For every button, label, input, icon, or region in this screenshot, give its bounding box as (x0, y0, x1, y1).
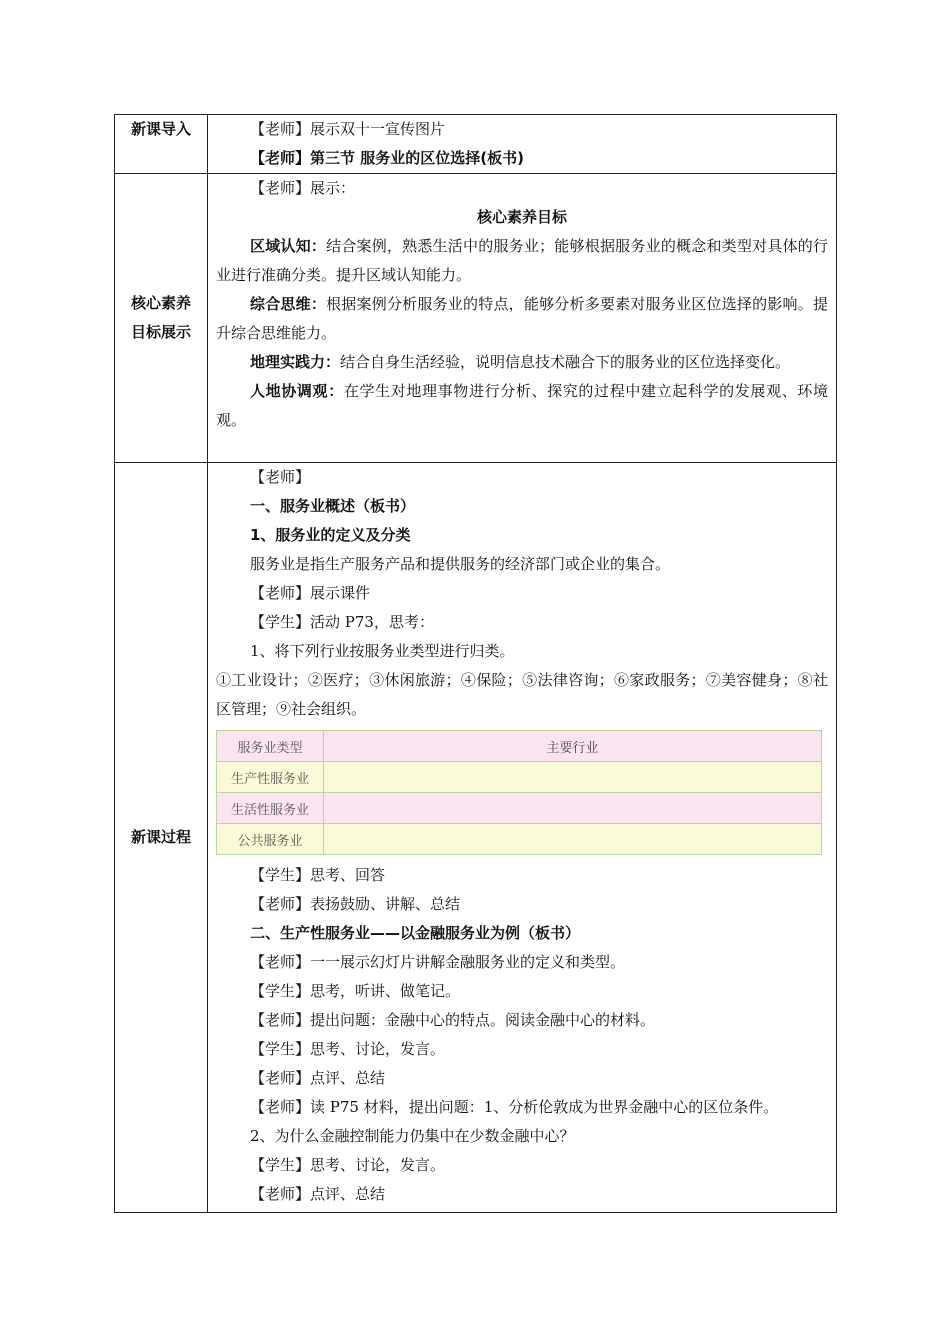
process-line: 【学生】思考、回答 (250, 866, 386, 884)
process-line: 【老师】点评、总结 (250, 1069, 386, 1087)
goals-content (208, 174, 837, 463)
process-line: 【学生】思考、讨论，发言。 (250, 1040, 446, 1058)
row-label (115, 174, 208, 463)
row-intro (115, 115, 837, 174)
service-table-row (217, 762, 822, 793)
service-type-cell: 生活性服务业 (217, 793, 324, 824)
goals-label-1: 核心素养 (130, 294, 191, 312)
header-cell: 服务业类型 (217, 731, 324, 762)
goals-label-2: 目标展示 (130, 323, 191, 341)
goals-heading: 核心素养目标 (476, 208, 567, 226)
header-cell: 主要行业 (324, 731, 822, 762)
service-table-header (217, 731, 822, 762)
goal-term: 地理实践力： (250, 353, 341, 371)
row-label (115, 115, 208, 174)
process-line: 【学生】活动 P73，思考： (250, 613, 434, 631)
goal-item (216, 377, 828, 435)
process-line: 【老师】表扬鼓励、讲解、总结 (250, 895, 461, 913)
row-label (115, 463, 208, 1213)
subsection-heading: 1、服务业的定义及分类 (250, 526, 411, 544)
process-label: 新课过程 (130, 828, 191, 846)
process-line: 1、将下列行业按服务业类型进行归类。 (250, 642, 515, 660)
goal-text: 根据案例分析服务业的特点，能够分析多要素对服务业区位选择的影响。提升综合思维能力。 (216, 295, 828, 342)
process-line: 【老师】 (250, 468, 311, 486)
intro-line-1: 【老师】展示双十一宣传图片 (250, 120, 446, 138)
goal-term: 人地协调观： (250, 382, 344, 400)
definition-text: 服务业是指生产服务产品和提供服务的经济部门或企业的集合。 (250, 555, 671, 573)
process-line: 【老师】一一展示幻灯片讲解金融服务业的定义和类型。 (250, 953, 626, 971)
goal-item (216, 290, 828, 348)
goal-text: 结合案例，熟悉生活中的服务业；能够根据服务业的概念和类型对具体的行业进行准确分类。提升区域认知能力。 (216, 237, 828, 284)
intro-content (208, 115, 837, 174)
intro-line-2: 【老师】第三节 服务业的区位选择(板书) (250, 149, 524, 167)
process-line: 【学生】思考，听讲、做笔记。 (250, 982, 461, 1000)
industry-cell (324, 824, 822, 855)
service-type-cell: 生产性服务业 (217, 762, 324, 793)
goal-text: 结合自身生活经验，说明信息技术融合下的服务业的区位选择变化。 (340, 353, 791, 371)
process-line: 【老师】点评、总结 (250, 1185, 386, 1203)
industry-cell (324, 762, 822, 793)
intro-label: 新课导入 (130, 120, 191, 138)
goal-item (216, 348, 828, 377)
goals-teacher: 【老师】展示： (250, 179, 356, 197)
section-heading: 一、服务业概述（板书） (250, 497, 416, 515)
service-table-row (217, 824, 822, 855)
goal-item (216, 232, 828, 290)
industry-list: ①工业设计；②医疗；③休闲旅游；④保险；⑤法律咨询；⑥家政服务；⑦美容健身；⑧社区管理；⑨社会组织。 (216, 671, 828, 718)
process-line: 2、为什么金融控制能力仍集中在少数金融中心？ (250, 1127, 575, 1145)
process-line: 【学生】思考、讨论，发言。 (250, 1156, 446, 1174)
process-line: 【老师】提出问题：金融中心的特点。阅读金融中心的材料。 (250, 1011, 656, 1029)
lesson-plan-table (114, 114, 837, 1213)
service-table-row (217, 793, 822, 824)
section-heading: 二、生产性服务业——以金融服务业为例（板书） (250, 924, 581, 942)
service-type-cell: 公共服务业 (217, 824, 324, 855)
process-line: 【老师】展示课件 (250, 584, 371, 602)
process-content (208, 463, 837, 1213)
goal-term: 区域认知： (250, 237, 327, 255)
process-line: 【老师】读 P75 材料，提出问题：1、分析伦敦成为世界金融中心的区位条件。 (250, 1098, 779, 1116)
industry-cell (324, 793, 822, 824)
row-process (115, 463, 837, 1213)
row-goals (115, 174, 837, 463)
goal-term: 综合思维： (250, 295, 327, 313)
goal-text: 在学生对地理事物进行分析、探究的过程中建立起科学的发展观、环境观。 (216, 382, 828, 429)
service-type-table (216, 730, 822, 855)
